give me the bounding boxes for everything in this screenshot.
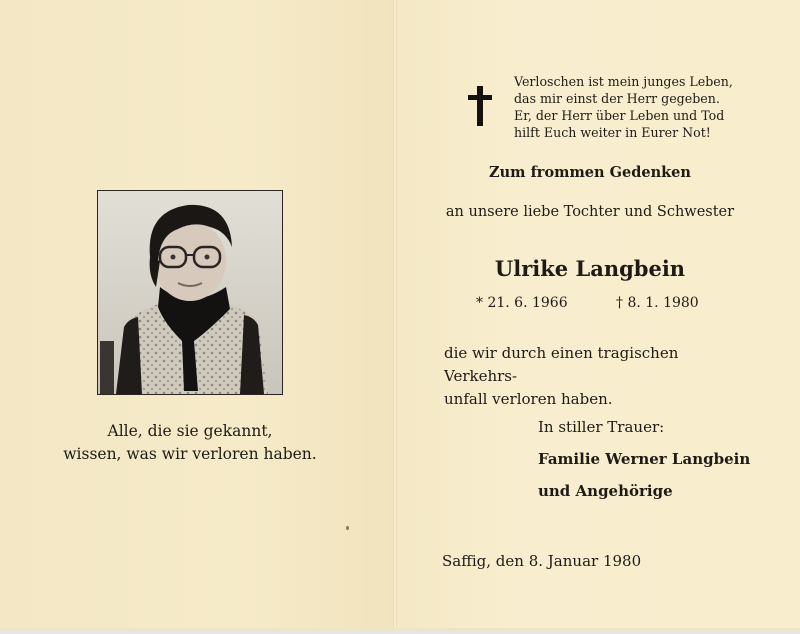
portrait-illustration — [98, 191, 282, 394]
verse-line-1: Verloschen ist mein junges Leben, — [514, 74, 733, 89]
mourning-block — [538, 418, 768, 514]
mourning-intro: In stiller Trauer: — [538, 418, 665, 436]
latin-cross-icon — [466, 86, 494, 126]
mourning-relatives: und Angehörige — [538, 482, 673, 500]
memorial-heading: Zum frommen Gedenken — [489, 164, 691, 181]
left-quote — [40, 420, 340, 466]
verse-line-3: Er, der Herr über Leben und Tod — [514, 108, 725, 123]
circumstance-line-1: die wir durch einen tragischen Verkehrs- — [444, 344, 679, 385]
deceased-name: Ulrike Langbein — [494, 256, 686, 281]
place-and-date: Saffig, den 8. Januar 1980 — [442, 552, 642, 570]
card-bottom-edge — [0, 628, 800, 634]
death-date: † 8. 1. 1980 — [616, 295, 699, 311]
paper-speck — [346, 526, 349, 530]
quote-line-1: Alle, die sie gekannt, — [107, 422, 273, 440]
quote-line-2: wissen, was wir verloren haben. — [63, 445, 317, 463]
circumstance-text — [444, 342, 754, 411]
dedication-line: an unsere liebe Tochter und Schwester — [445, 204, 735, 220]
birth-date: * 21. 6. 1966 — [476, 295, 568, 311]
portrait-photo — [97, 190, 283, 395]
verse-line-2: das mir einst der Herr gegeben. — [514, 91, 720, 106]
memorial-verse — [514, 73, 764, 141]
card-fold — [393, 0, 397, 634]
verse-line-4: hilft Euch weiter in Eurer Not! — [514, 125, 711, 140]
mourning-family: Familie Werner Langbein — [538, 450, 751, 468]
circumstance-line-2: unfall verloren haben. — [444, 390, 613, 408]
